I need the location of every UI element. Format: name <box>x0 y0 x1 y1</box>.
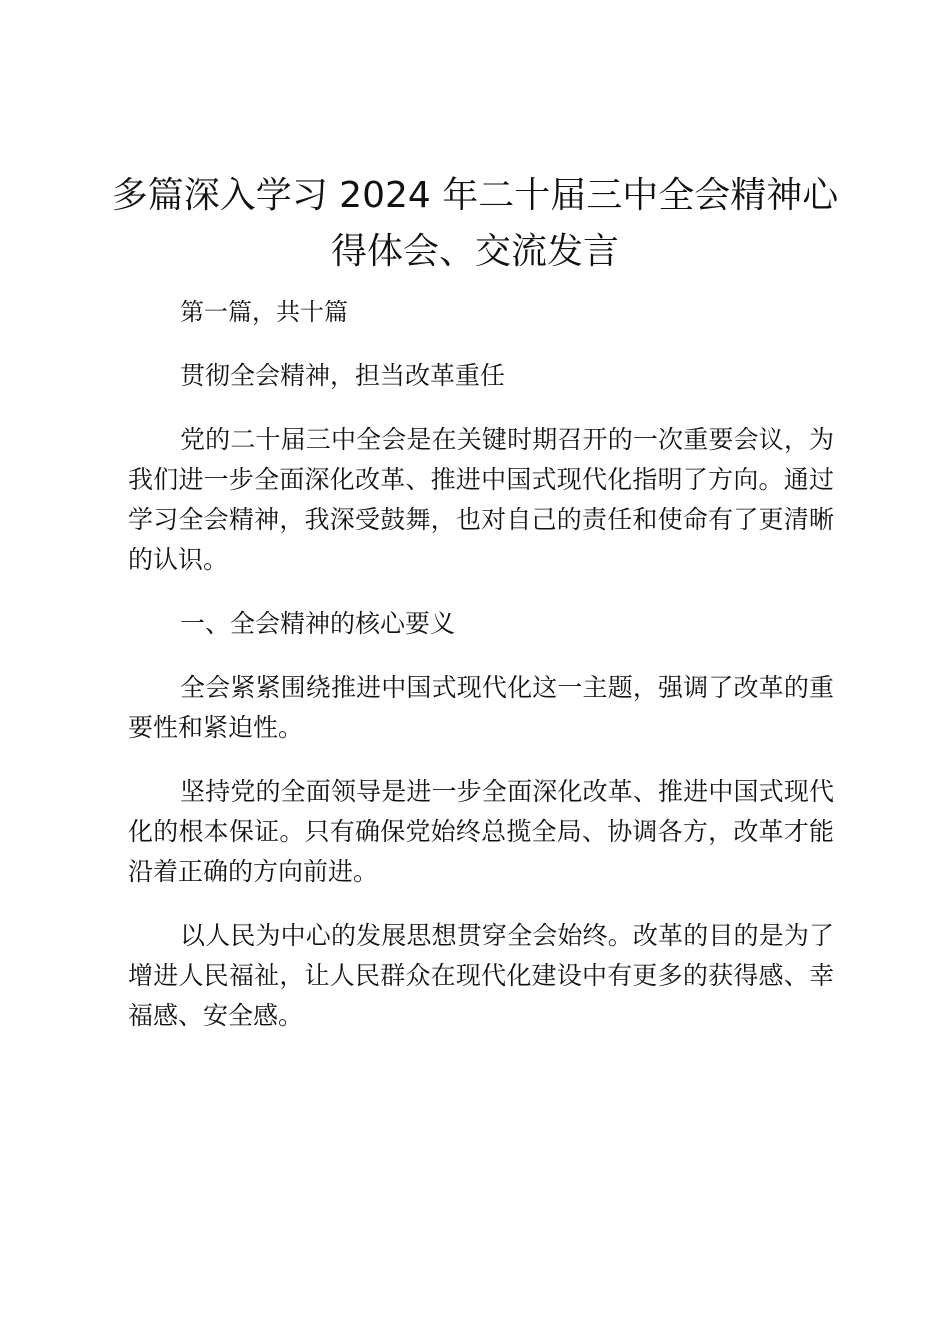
section-heading: 一、全会精神的核心要义 <box>180 609 456 638</box>
document-body <box>128 292 834 1060</box>
article-heading: 贯彻全会精神，担当改革重任 <box>180 361 506 390</box>
title-line-2: 得体会、交流发言 <box>330 231 619 272</box>
article-index: 第一篇，共十篇 <box>180 298 348 326</box>
body-paragraph: 以人民为中心的发展思想贯穿全会始终。改革的目的是为了增进人民福祉，让人民群众在现代化建设中有更多的获得感、幸福感、安全感。 <box>128 921 834 1030</box>
title-line-1: 多篇深入学习 2024 年二十届三中全会精神心 <box>111 175 839 216</box>
body-paragraph: 坚持党的全面领导是进一步全面深化改革、推进中国式现代化的根本保证。只有确保党始终总揽全局、协调各方，改革才能沿着正确的方向前进。 <box>128 777 834 886</box>
body-paragraph: 全会紧紧围绕推进中国式现代化这一主题，强调了改革的重要性和紧迫性。 <box>128 673 834 742</box>
document-title <box>100 168 850 280</box>
intro-paragraph: 党的二十届三中全会是在关键时期召开的一次重要会议，为我们进一步全面深化改革、推进中国式现代化指明了方向。通过学习全会精神，我深受鼓舞，也对自己的责任和使命有了更清晰的认识。 <box>128 425 834 574</box>
